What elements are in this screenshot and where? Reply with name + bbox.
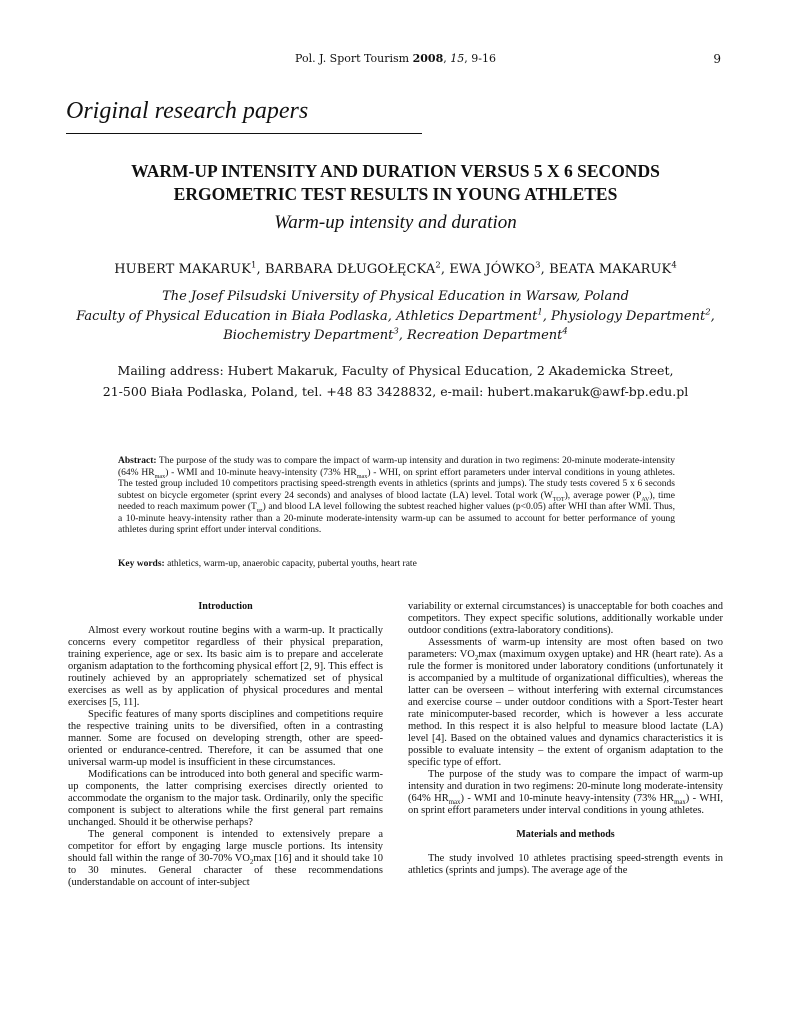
- affiliation-text: , Physiology Department: [542, 308, 706, 324]
- paragraph-text: ) - WHI, on sprint effort parameters under interval conditions in young athletes.: [408, 793, 723, 816]
- journal-volume: 15: [450, 52, 465, 65]
- paper-subtitle: Warm-up intensity and duration: [274, 212, 517, 233]
- paragraph-text: The general component is intended to extensively prepare a competitor for effort by engaging large muscle portions. Its intensity should fall within the range of 30-70% VO: [68, 829, 383, 864]
- journal-citation: Pol. J. Sport Tourism 2008, 15, 9-16: [295, 52, 496, 65]
- abstract-sub: TOT: [552, 496, 565, 503]
- affiliation-text: , Recreation Department: [398, 328, 563, 343]
- abstract-text: The purpose of the study was to compare the impact of warm-up intensity and duration in two regimens: 20-minute moderate-intensity (64% HR: [118, 456, 675, 478]
- paragraph-text: ) - WMI and 10-minute heavy-intensity (73% HR: [460, 793, 675, 804]
- right-column: [408, 601, 723, 877]
- abstract-sub: AV: [641, 496, 650, 503]
- paragraph: Almost every workout routine begins with a warm-up. It practically concerns every competitor regardless of their physical preparation, training experience, age or sex. Its basic aim is to prepare and accelerate organism adaptation to the forthcoming physical effort [2, 9]. This effect is routinely achieved by an appropriately schematized set of physical exercises as well as by application of physical procedures and mental exercises [5, 11].: [68, 625, 383, 708]
- title-line-2: ERGOMETRIC TEST RESULTS IN YOUNG ATHLETES: [173, 184, 618, 204]
- affiliation-text: Faculty of Physical Education in Biała Podlaska, Athletics Department: [76, 308, 538, 324]
- abstract-text: ) - WHI, on sprint effort parameters under interval conditions in young athletes. The tested group included 10 competitors practising speed-strength events in athletics (sprints and jumps). The study tests covered 5 x 6 seconds subtest on bicycle ergometer (sprint every 24 seconds) and analyses of blood lactate (LA) level. Total work (W: [118, 467, 676, 501]
- mailing-line-2: 21-500 Biała Podlaska, Poland, tel. +48 83 3428832, e-mail: hubert.makaruk@awf-bp.edu.pl: [102, 384, 689, 399]
- section-title: Original research papers: [66, 98, 309, 124]
- journal-pages: , 9-16: [464, 52, 496, 65]
- abstract-sub: max: [356, 473, 368, 480]
- paragraph-sub: max: [674, 799, 686, 807]
- mailing-address: [40, 360, 751, 402]
- paper-title: [60, 160, 731, 206]
- author-1: HUBERT MAKARUK: [114, 262, 252, 277]
- affiliation-text: ,: [710, 308, 715, 324]
- title-line-1: WARM-UP INTENSITY AND DURATION VERSUS 5 X 6 SECONDS: [131, 161, 660, 181]
- journal-year: 2008: [412, 52, 444, 65]
- author-2: , BARBARA DŁUGOŁĘCKA: [256, 262, 436, 277]
- author-3-sup: 3: [535, 259, 541, 270]
- journal-prefix: Pol. J. Sport Tourism: [295, 52, 413, 65]
- keywords-label: Key words:: [118, 559, 165, 569]
- left-column: [68, 601, 383, 889]
- affiliation-sup: 2: [705, 306, 711, 317]
- paragraph-text: max [16] and it should take 10 to 30 minutes. General character of these recommendations (understandable on account of inter-subject: [68, 853, 383, 888]
- author-3: , EWA JÓWKO: [440, 262, 536, 277]
- paragraph: [408, 637, 723, 769]
- abstract-text: ) and blood LA level following the subtest reached higher values (p<0.05) after WHI than after WMI. Thus, a 10-minute heavy-intensity rather than a 20-minute moderate-intensity warm-up can be assumed to account for better performance of young athletes during sprint effort under interval conditions.: [118, 502, 675, 535]
- paragraph: Modifications can be introduced into both general and specific warm-up components, the latter comprising exercises directly oriented to accommodate the organism to the major task. Ordinarily, only the specific component is subject to alterations while the first general part remains unchanged. Should it be otherwise perhaps?: [68, 769, 383, 828]
- paragraph: Specific features of many sports disciplines and competitions require the respective training units to be diversified, often in a contrasting manner. Some are focused on developing strength, other are speed-oriented or endurance-centred. Therefore, it can be assumed that one universal warm-up model is insufficient in these circumstances.: [68, 709, 383, 768]
- paragraph: variability or external circumstances) is unacceptable for both coaches and competitors. They expect specific solutions, additionally workable under outdoor conditions (extra-laboratory conditions).: [408, 601, 723, 636]
- affiliations: [40, 287, 751, 346]
- author-4: , BEATA MAKARUK: [540, 262, 672, 277]
- paragraph: [68, 829, 383, 889]
- methods-heading: Materials and methods: [516, 829, 615, 840]
- abstract-sub: max: [154, 473, 166, 480]
- introduction-heading: Introduction: [198, 601, 253, 612]
- affiliation-departments: [40, 326, 751, 346]
- paragraph: [408, 769, 723, 817]
- keywords-text: athletics, warm-up, anaerobic capacity, pubertal youths, heart rate: [164, 559, 417, 569]
- affiliation-sup: 4: [562, 325, 568, 336]
- affiliation-sup: 1: [537, 306, 543, 317]
- abstract: [118, 456, 675, 537]
- author-list: [0, 259, 791, 277]
- paragraph: The study involved 10 athletes practising speed-strength events in athletics (sprints and jumps). The average age of the: [408, 853, 723, 876]
- paragraph-text: Assessments of warm-up intensity are most often based on two parameters: VO: [408, 637, 723, 660]
- affiliation-text: Biochemistry Department: [223, 328, 394, 343]
- paragraph-text: The purpose of the study was to compare the impact of warm-up intensity and duration in two regimens: 20-minute long moderate-intensity (64% HR: [408, 769, 723, 804]
- author-2-sup: 2: [435, 259, 441, 270]
- section-divider: [66, 133, 422, 134]
- affiliation-faculty: [40, 307, 751, 327]
- abstract-text: ), time needed to reach maximum power (T: [118, 490, 675, 512]
- abstract-text: ), average power (P: [564, 490, 642, 501]
- affiliation-university: The Josef Pilsudski University of Physical Education in Warsaw, Poland: [162, 289, 629, 304]
- paragraph-sub: max: [448, 799, 461, 807]
- abstract-sub: uz: [256, 507, 263, 514]
- paragraph-text: max (maximum oxygen uptake) and HR (heart rate). As a rule the former is monitored under laboratory conditions (unfortunately it is accompanied by a multitude of organizational difficulties), whereas the latter can be overseen – without interfering with external circumstances and exercise course – under outdoor conditions with a Sport-Tester heart rate minicomputer-based recorder, which is however a less accurate method. In this respect it is also helpful to measure blood lactate (LA) level [4]. Based on the obtained values and dynamics characteristics it is possible to evaluate intensity – the extent of organism adaptation to the specific type of effort.: [408, 649, 723, 768]
- paragraph-sub: 2: [249, 859, 254, 867]
- mailing-line-1: Mailing address: Hubert Makaruk, Faculty of Physical Education, 2 Akademicka Street,: [117, 363, 674, 378]
- author-4-sup: 4: [671, 259, 677, 270]
- abstract-label: Abstract:: [118, 456, 157, 466]
- author-1-sup: 1: [251, 259, 257, 270]
- affiliation-sup: 3: [393, 325, 399, 336]
- paragraph-sub: 2: [474, 655, 479, 663]
- page-number: 9: [713, 52, 721, 66]
- abstract-text: ) - WMI and 10-minute heavy-intensity (73% HR: [165, 467, 357, 478]
- keywords: [118, 559, 675, 569]
